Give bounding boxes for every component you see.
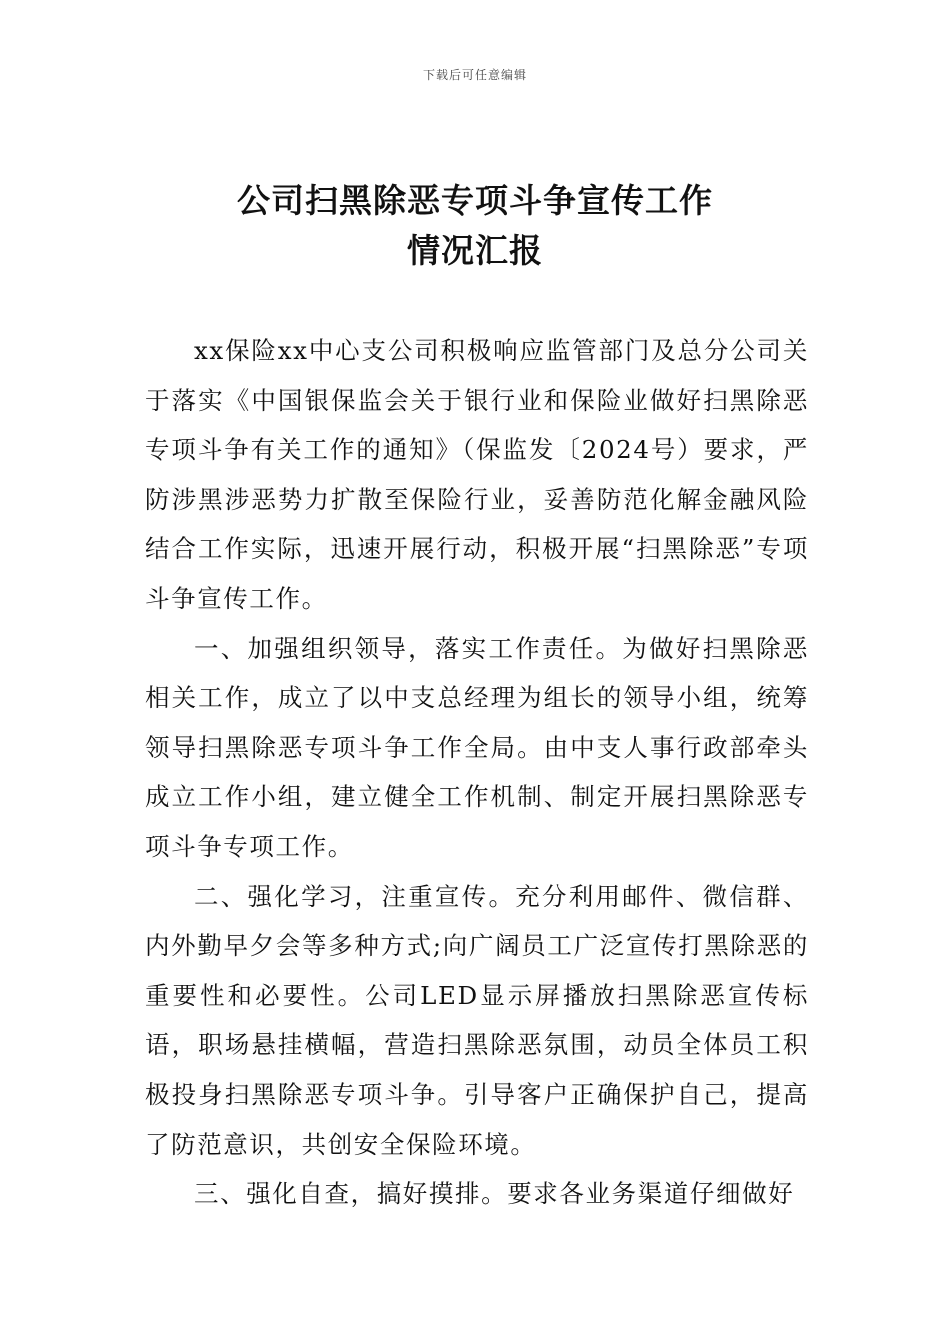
paragraph-section-2: 二、强化学习，注重宣传。充分利用邮件、微信群、内外勤早夕会等多种方式;向广阔员工广泛宣传打黑除恶的重要性和必要性。公司LED显示屏播放扫黑除恶宣传标语，职场悬挂横幅，营造扫黑除恶氛围，动员全体员工积极投身扫黑除恶专项斗争。引导客户正确保护自己，提高了防范意识，共创安全保险环境。 [145, 881, 809, 1159]
document-title [0, 176, 950, 276]
paragraph-section-3: 三、强化自查，搞好摸排。要求各业务渠道仔细做好 [194, 1179, 795, 1209]
paragraph-section-1: 一、加强组织领导，落实工作责任。为做好扫黑除恶相关工作，成立了以中支总经理为组长的领导小组，统筹领导扫黑除恶专项斗争工作全局。由中支人事行政部牵头成立工作小组，建立健全工作机制、制定开展扫黑除恶专项斗争专项工作。 [145, 633, 809, 861]
header-note: 下载后可任意编辑 [422, 68, 527, 82]
document-body [145, 326, 809, 1219]
title-line-1: 公司扫黑除恶专项斗争宣传工作 [237, 181, 713, 220]
title-line-2: 情况汇报 [407, 231, 543, 270]
paragraph-intro: xx保险xx中心支公司积极响应监管部门及总分公司关于落实《中国银保监会关于银行业和保险业做好扫黑除恶专项斗争有关工作的通知》（保监发〔2024号）要求，严防涉黑涉恶势力扩散至保险行业，妥善防范化解金融风险结合工作实际，迅速开展行动，积极开展“扫黑除恶”专项斗争宣传工作。 [145, 336, 809, 613]
